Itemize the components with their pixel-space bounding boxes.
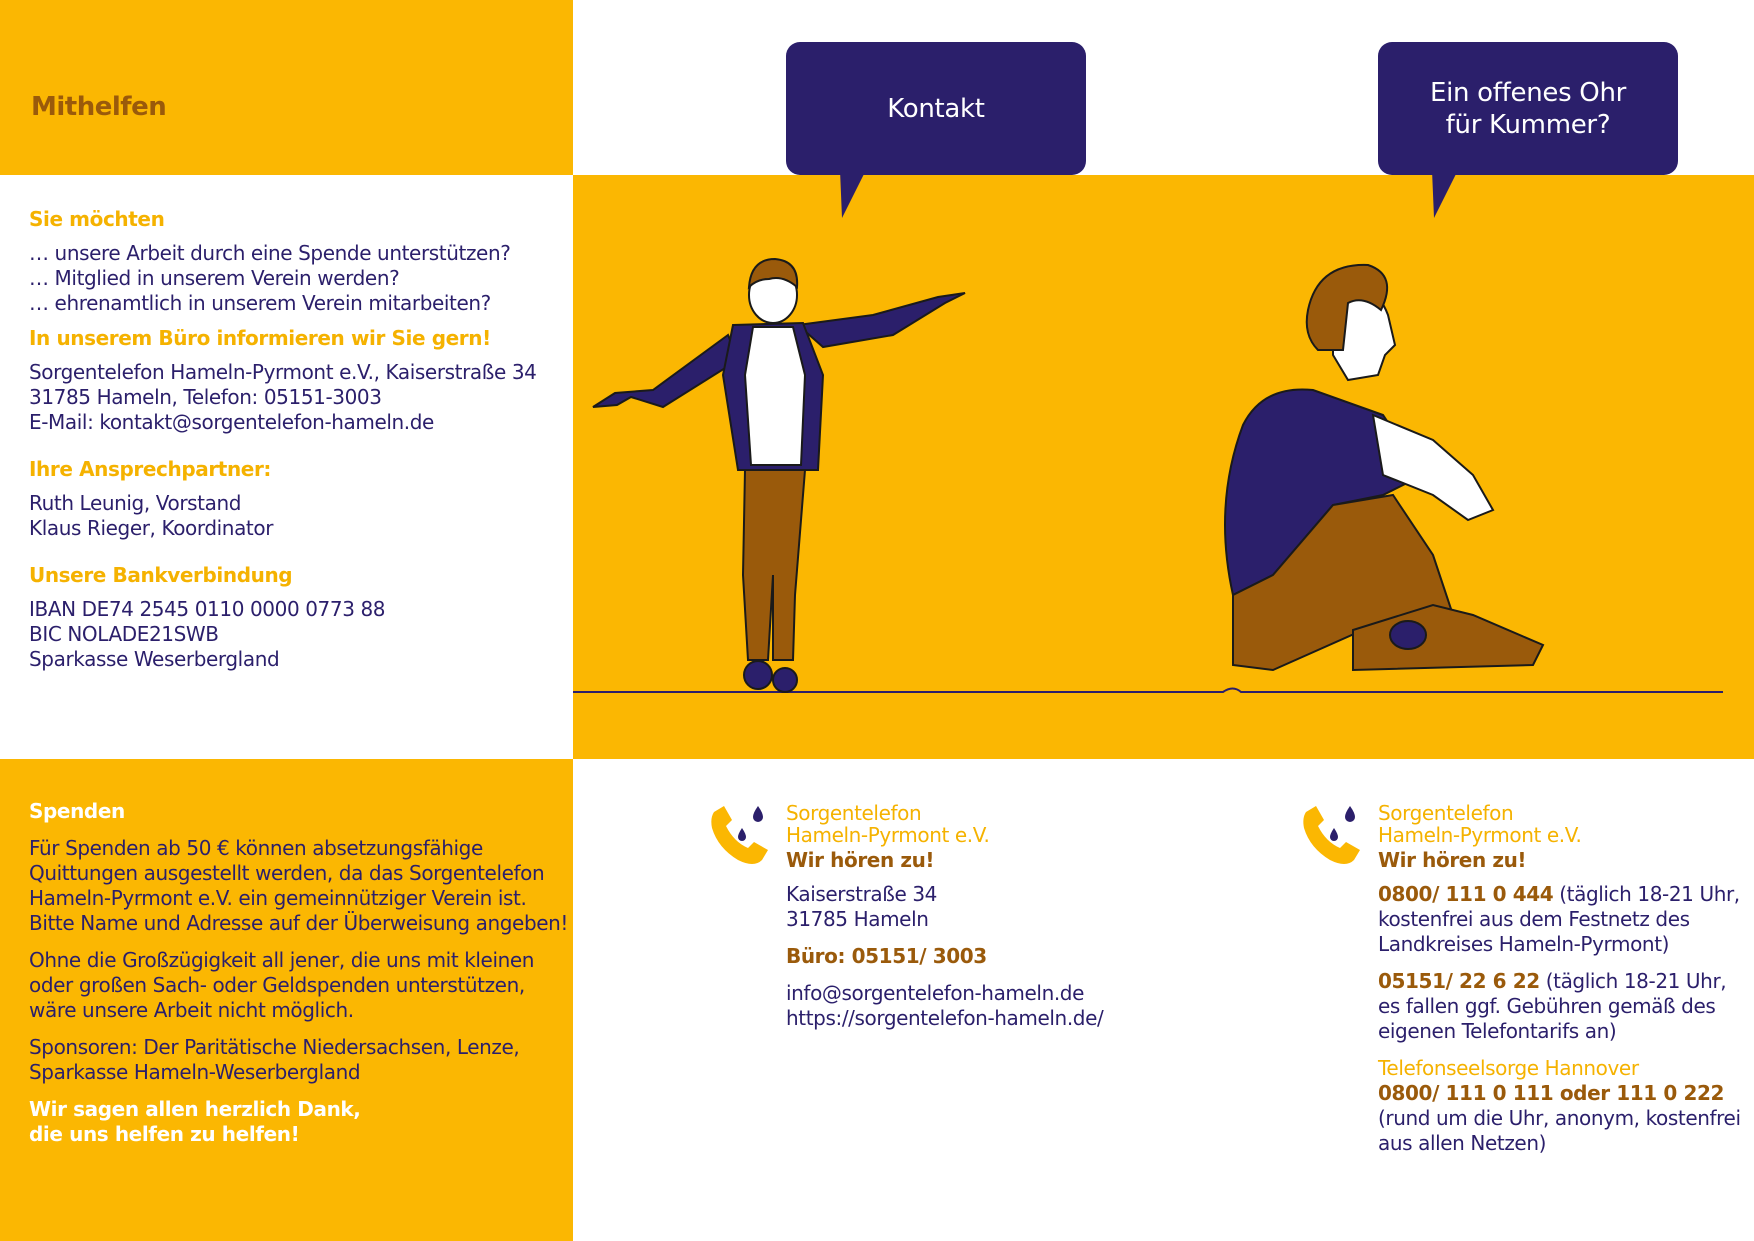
heading-want: Sie möchten <box>29 207 165 231</box>
contact-person: Klaus Rieger, Koordinator <box>29 516 274 540</box>
hotline-note: (täglich 18-21 Uhr, <box>1539 969 1727 993</box>
hotline-note: eigenen Telefontarifs an) <box>1378 1019 1617 1043</box>
org-name <box>786 802 989 846</box>
paragraph-line: wäre unsere Arbeit nicht möglich. <box>29 998 354 1022</box>
seelsorge-numbers[interactable]: 0800/ 111 0 111 oder 111 0 222 <box>1378 1081 1725 1105</box>
office-address <box>29 360 559 435</box>
list-item: … Mitglied in unserem Verein werden? <box>29 266 400 290</box>
paragraph-line: Bitte Name und Adresse auf der Überweisung angeben! <box>29 911 569 935</box>
donations-paragraph-2 <box>29 948 573 1023</box>
bubble-tail-icon <box>840 170 880 220</box>
tagline: Wir hören zu! <box>1378 848 1527 872</box>
bubble-tail-icon <box>1432 170 1472 220</box>
thanks-line: Wir sagen allen herzlich Dank, <box>29 1097 361 1121</box>
bubble-text-line: für Kummer? <box>1445 109 1611 140</box>
contact-persons <box>29 491 559 541</box>
bank-details <box>29 597 559 672</box>
speech-bubble-kontakt <box>786 42 1086 175</box>
sponsors-paragraph <box>29 1035 573 1085</box>
hotline-1 <box>1378 882 1741 907</box>
paragraph-line: oder großen Sach- oder Geldspenden unterstützen, <box>29 973 525 997</box>
figures-illustration <box>573 175 1754 759</box>
paragraph-line: Hameln-Pyrmont e.V. ein gemeinnütziger Verein ist. <box>29 886 527 910</box>
hotline-note: (täglich 18-21 Uhr, <box>1553 882 1740 906</box>
contact-person: Ruth Leunig, Vorstand <box>29 491 242 515</box>
seelsorge-heading: Telefonseelsorge Hannover <box>1378 1056 1639 1080</box>
bubble-text-line: Ein offenes Ohr <box>1429 77 1627 108</box>
tagline: Wir hören zu! <box>786 848 935 872</box>
address-line: Kaiserstraße 34 <box>786 882 937 906</box>
address-line: 31785 Hameln <box>786 907 929 931</box>
org-name <box>1378 802 1581 846</box>
email-link[interactable]: info@sorgentelefon-hameln.de <box>786 981 1084 1005</box>
paragraph-line: Für Spenden ab 50 € können absetzungsfähige <box>29 836 483 860</box>
info-panel <box>29 205 559 672</box>
thanks-line: die uns helfen zu helfen! <box>29 1122 300 1146</box>
website-link[interactable]: https://sorgentelefon-hameln.de/ <box>786 1006 1104 1030</box>
right-contact-details <box>1378 882 1741 1156</box>
org-name-line: Sorgentelefon <box>786 801 922 825</box>
thanks-message <box>29 1097 573 1147</box>
mid-contact-details <box>786 882 1103 1031</box>
hotline-note: es fallen ggf. Gebühren gemäß des <box>1378 994 1716 1018</box>
donations-panel <box>0 759 573 1241</box>
org-name-line: Hameln-Pyrmont e.V. <box>786 823 990 847</box>
org-name-line: Sorgentelefon <box>1378 801 1514 825</box>
org-name-line: Hameln-Pyrmont e.V. <box>1378 823 1582 847</box>
bank-line: IBAN DE74 2545 0110 0000 0773 88 <box>29 597 386 621</box>
sitting-boy-figure <box>1225 265 1543 670</box>
want-list <box>29 241 559 316</box>
paragraph-line: Quittungen ausgestellt werden, da das Sorgentelefon <box>29 861 545 885</box>
standing-boy-figure <box>593 259 965 692</box>
seelsorge-note: aus allen Netzen) <box>1378 1131 1547 1155</box>
office-email[interactable]: E-Mail: kontakt@sorgentelefon-hameln.de <box>29 410 434 434</box>
heading-office: In unserem Büro informieren wir Sie gern! <box>29 326 491 350</box>
hotline-2-number[interactable]: 05151/ 22 6 22 <box>1378 969 1540 993</box>
heading-donations: Spenden <box>29 799 125 823</box>
hotline-note: Landkreises Hameln-Pyrmont) <box>1378 932 1670 956</box>
heading-contacts: Ihre Ansprechpartner: <box>29 457 272 481</box>
paragraph-line: Sponsoren: Der Paritätische Niedersachsen, Lenze, <box>29 1035 520 1059</box>
hotline-1-number[interactable]: 0800/ 111 0 444 <box>1378 882 1554 906</box>
list-item: … unsere Arbeit durch eine Spende unterstützen? <box>29 241 511 265</box>
bank-line: Sparkasse Weserbergland <box>29 647 280 671</box>
bank-line: BIC NOLADE21SWB <box>29 622 219 646</box>
phone-drops-logo-icon <box>1300 802 1370 872</box>
list-item: … ehrenamtlich in unserem Verein mitarbeiten? <box>29 291 491 315</box>
page-title: Mithelfen <box>31 92 167 122</box>
mithelfen-header-panel <box>0 0 573 175</box>
heading-bank: Unsere Bankverbindung <box>29 563 293 587</box>
paragraph-line: Ohne die Großzügigkeit all jener, die uns mit kleinen <box>29 948 535 972</box>
hotline-note: kostenfrei aus dem Festnetz des <box>1378 907 1690 931</box>
speech-bubble-ear <box>1378 42 1678 175</box>
illustration-band <box>573 175 1754 759</box>
donations-paragraph-1 <box>29 836 573 936</box>
paragraph-line: Sparkasse Hameln-Weserbergland <box>29 1060 361 1084</box>
seelsorge-note: (rund um die Uhr, anonym, kostenfrei <box>1378 1106 1741 1130</box>
office-line: 31785 Hameln, Telefon: 05151-3003 <box>29 385 382 409</box>
office-line: Sorgentelefon Hameln-Pyrmont e.V., Kaiserstraße 34 <box>29 360 537 384</box>
bubble-text: Kontakt <box>887 93 985 124</box>
office-phone[interactable]: Büro: 05151/ 3003 <box>786 944 987 968</box>
phone-drops-logo-icon <box>708 802 778 872</box>
hotline-2 <box>1378 969 1741 994</box>
ground-line <box>573 689 1723 693</box>
